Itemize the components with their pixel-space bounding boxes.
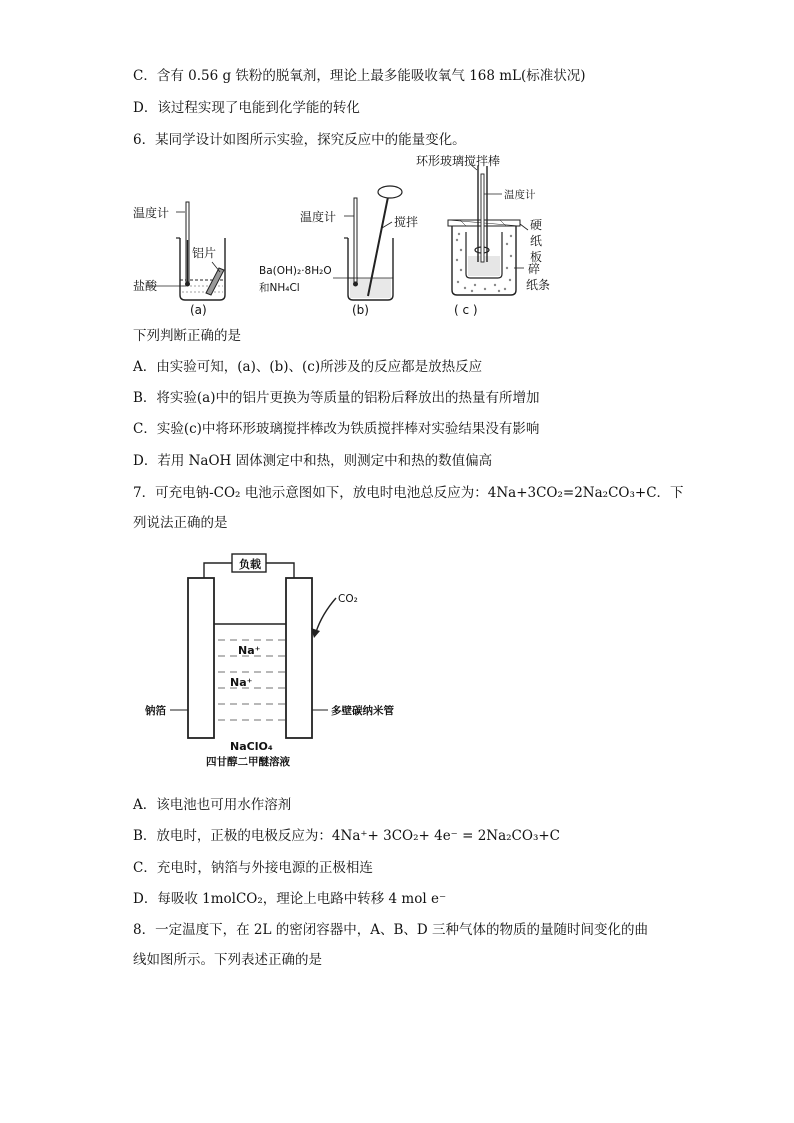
label-board-3: 板 <box>530 250 543 264</box>
label-reagent-1: Ba(OH)₂·8H₂O <box>259 265 332 277</box>
q6-option-b: B．将实验(a)中的铝片更换为等质量的铝粉后释放出的热量有所增加 <box>133 390 540 406</box>
label-paper-1: 碎 <box>528 262 541 276</box>
q6-stem: 6．某同学设计如图所示实验，探究反应中的能量变化。 <box>133 132 466 148</box>
q7-battery-figure <box>140 548 430 772</box>
label-paper-2: 纸条 <box>526 278 551 292</box>
q7-option-d: D．每吸收 1molCO₂，理论上电路中转移 4 mol e⁻ <box>133 891 447 907</box>
label-sodium-foil: 钠箔 <box>145 705 166 717</box>
q7-option-a: A．该电池也可用水作溶剂 <box>133 797 292 813</box>
sodium-foil-electrode <box>188 578 214 738</box>
caption-b: (b) <box>352 303 369 317</box>
label-thermometer-c: 温度计 <box>504 189 536 201</box>
label-thermometer-a: 温度计 <box>133 206 170 220</box>
q6-option-c: C．实验(c)中将环形玻璃搅拌棒改为铁质搅拌棒对实验结果没有影响 <box>133 421 540 437</box>
label-co2: CO₂ <box>338 593 358 605</box>
carbon-nanotube-electrode <box>286 578 312 738</box>
label-electrolyte-salt: NaClO₄ <box>230 740 273 753</box>
label-reagent-2: 和NH₄Cl <box>259 282 300 294</box>
label-load: 负载 <box>239 558 261 571</box>
label-acid: 盐酸 <box>133 279 158 293</box>
q8-stem-line2: 线如图所示。下列表述正确的是 <box>133 952 322 968</box>
q7-stem-line1: 7．可充电钠-CO₂ 电池示意图如下，放电时电池总反应为：4Na+3CO₂=2Na₂CO₃+C．下 <box>133 485 684 501</box>
q8-stem-line1: 8．一定温度下，在 2L 的密闭容器中，A、B、D 三种气体的物质的量随时间变化的曲 <box>133 922 649 938</box>
label-electrolyte-solvent: 四甘醇二甲醚溶液 <box>206 756 290 768</box>
label-board-1: 硬 <box>530 218 543 232</box>
q6-figure <box>130 150 560 322</box>
q7-stem-line2: 列说法正确的是 <box>133 515 228 531</box>
label-board-2: 纸 <box>530 234 543 248</box>
caption-a: (a) <box>190 303 207 317</box>
q6-option-a: A．由实验可知，(a)、(b)、(c)所涉及的反应都是放热反应 <box>133 359 483 375</box>
q6-option-d: D．若用 NaOH 固体测定中和热，则测定中和热的数值偏高 <box>133 453 493 469</box>
label-stir: 搅拌 <box>394 215 419 229</box>
calorimeter-c <box>448 164 528 295</box>
q7-option-c: C．充电时，钠箔与外接电源的正极相连 <box>133 860 373 876</box>
q5-option-c: C．含有 0.56 g 铁粉的脱氧剂，理论上最多能吸收氧气 168 mL(标准状况) <box>133 68 586 84</box>
label-carbon-nanotube: 多壁碳纳米管 <box>331 705 394 717</box>
label-foil: 铝片 <box>192 246 217 260</box>
beaker-b <box>333 186 402 300</box>
label-na-ion-2: Na⁺ <box>230 676 253 689</box>
label-thermometer-b: 温度计 <box>300 210 337 224</box>
q5-option-d: D．该过程实现了电能到化学能的转化 <box>133 100 360 116</box>
caption-c: ( c ) <box>454 303 478 317</box>
label-glass-rod: 环形玻璃搅拌棒 <box>416 154 501 168</box>
q6-judge: 下列判断正确的是 <box>133 328 241 344</box>
label-na-ion-1: Na⁺ <box>238 644 261 657</box>
q7-option-b: B．放电时，正极的电极反应为：4Na⁺+ 3CO₂+ 4e⁻ = 2Na₂CO₃+C <box>133 828 561 844</box>
